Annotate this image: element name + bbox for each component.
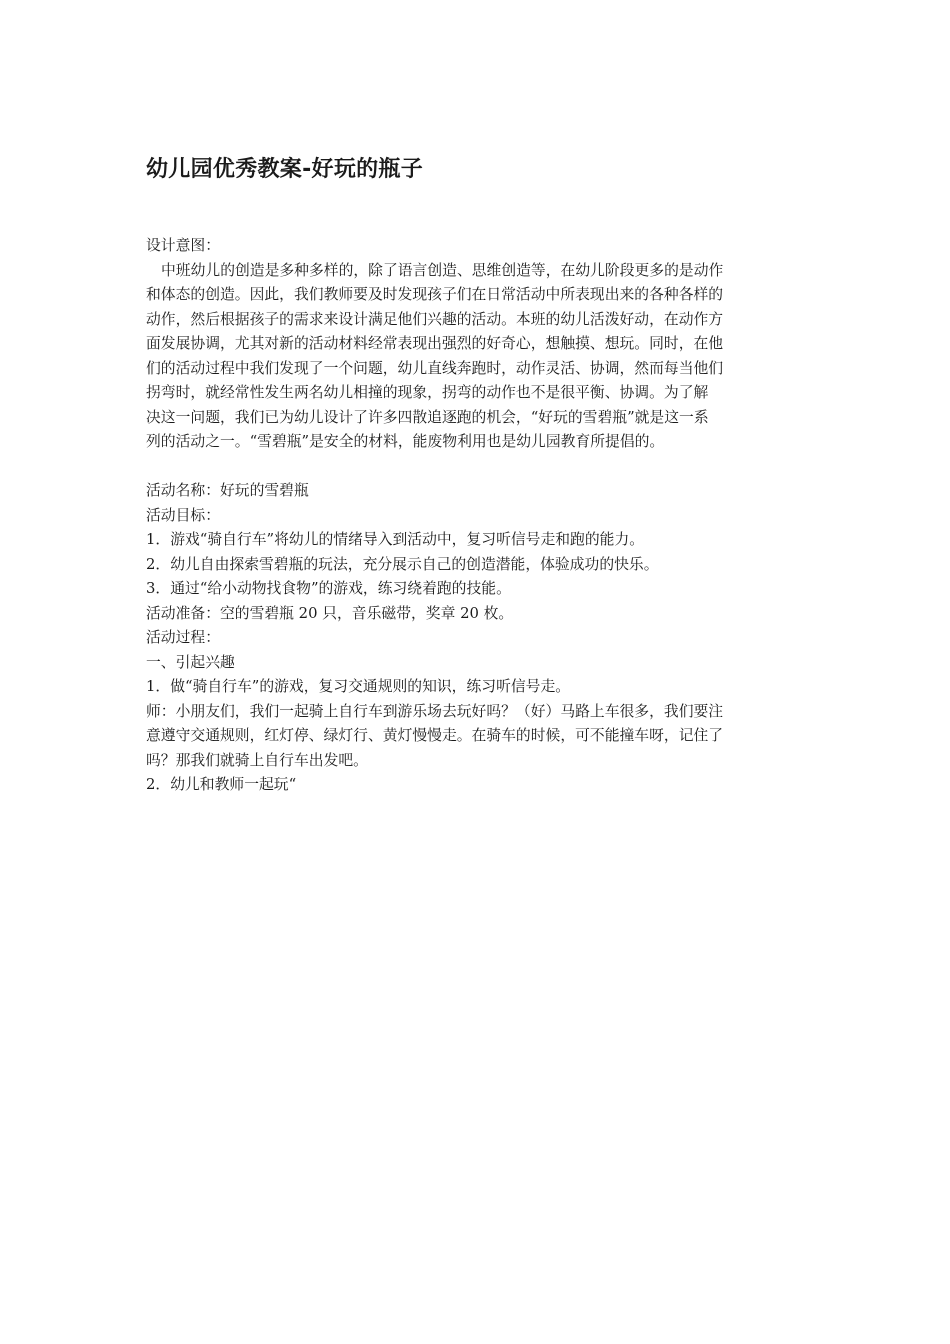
design-intent-line: 决这一问题，我们已为幼儿设计了许多四散追逐跑的机会，“好玩的雪碧瓶”就是这一系 xyxy=(146,408,709,426)
goal-item: 3．通过“给小动物找食物”的游戏，练习绕着跑的技能。 xyxy=(146,580,511,597)
activity-goals-label: 活动目标： xyxy=(146,506,220,524)
goal-item: 1．游戏“骑自行车”将幼儿的情绪导入到活动中，复习听信号走和跑的能力。 xyxy=(146,531,645,548)
design-intent-label: 设计意图： xyxy=(146,237,220,254)
goal-item: 2．幼儿自由探索雪碧瓶的玩法，充分展示自己的创造潜能，体验成功的快乐。 xyxy=(146,555,659,573)
activity-name: 活动名称：好玩的雪碧瓶 xyxy=(146,482,309,499)
teacher-dialogue-line: 吗？那我们就骑上自行车出发吧。 xyxy=(146,751,368,769)
paragraph-gap xyxy=(146,455,808,480)
teacher-dialogue-line: 师：小朋友们，我们一起骑上自行车到游乐场去玩好吗？（好）马路上车很多，我们要注 xyxy=(146,702,724,720)
activity-process-label: 活动过程： xyxy=(146,629,220,646)
design-intent-line: 面发展协调，尤其对新的活动材料经常表现出强烈的好奇心，想触摸、想玩。同时，在他 xyxy=(146,335,724,352)
design-intent-line: 拐弯时，就经常性发生两名幼儿相撞的现象，拐弯的动作也不是很平衡、协调。为了解 xyxy=(146,384,709,401)
design-intent-line: 和体态的创造。因此，我们教师要及时发现孩子们在日常活动中所表现出来的各种各样的 xyxy=(146,286,724,303)
teacher-dialogue-line: 意遵守交通规则，红灯停、绿灯行、黄灯慢慢走。在骑车的时候，可不能撞车呀，记住了 xyxy=(146,727,724,744)
design-intent-line: 动作，然后根据孩子的需求来设计满足他们兴趣的活动。本班的幼儿活泼好动，在动作方 xyxy=(146,310,724,328)
title-spacer xyxy=(146,190,808,234)
design-intent-line: 列的活动之一。“雪碧瓶”是安全的材料，能废物利用也是幼儿园教育所提倡的。 xyxy=(146,433,665,450)
design-intent-line: 们的活动过程中我们发现了一个问题，幼儿直线奔跑时，动作灵活、协调，然而每当他们 xyxy=(146,359,724,377)
document-page xyxy=(146,150,808,798)
activity-preparation: 活动准备：空的雪碧瓶 20 只，音乐磁带，奖章 20 枚。 xyxy=(146,604,514,622)
step-item: 2．幼儿和教师一起玩“ xyxy=(146,776,297,793)
step-item: 1．做“骑自行车”的游戏，复习交通规则的知识，练习听信号走。 xyxy=(146,678,571,695)
document-title: 幼儿园优秀教案-好玩的瓶子 xyxy=(146,157,424,182)
section-heading: 一、引起兴趣 xyxy=(146,653,235,671)
design-intent-line: 中班幼儿的创造是多种多样的，除了语言创造、思维创造等，在幼儿阶段更多的是动作 xyxy=(161,261,724,279)
